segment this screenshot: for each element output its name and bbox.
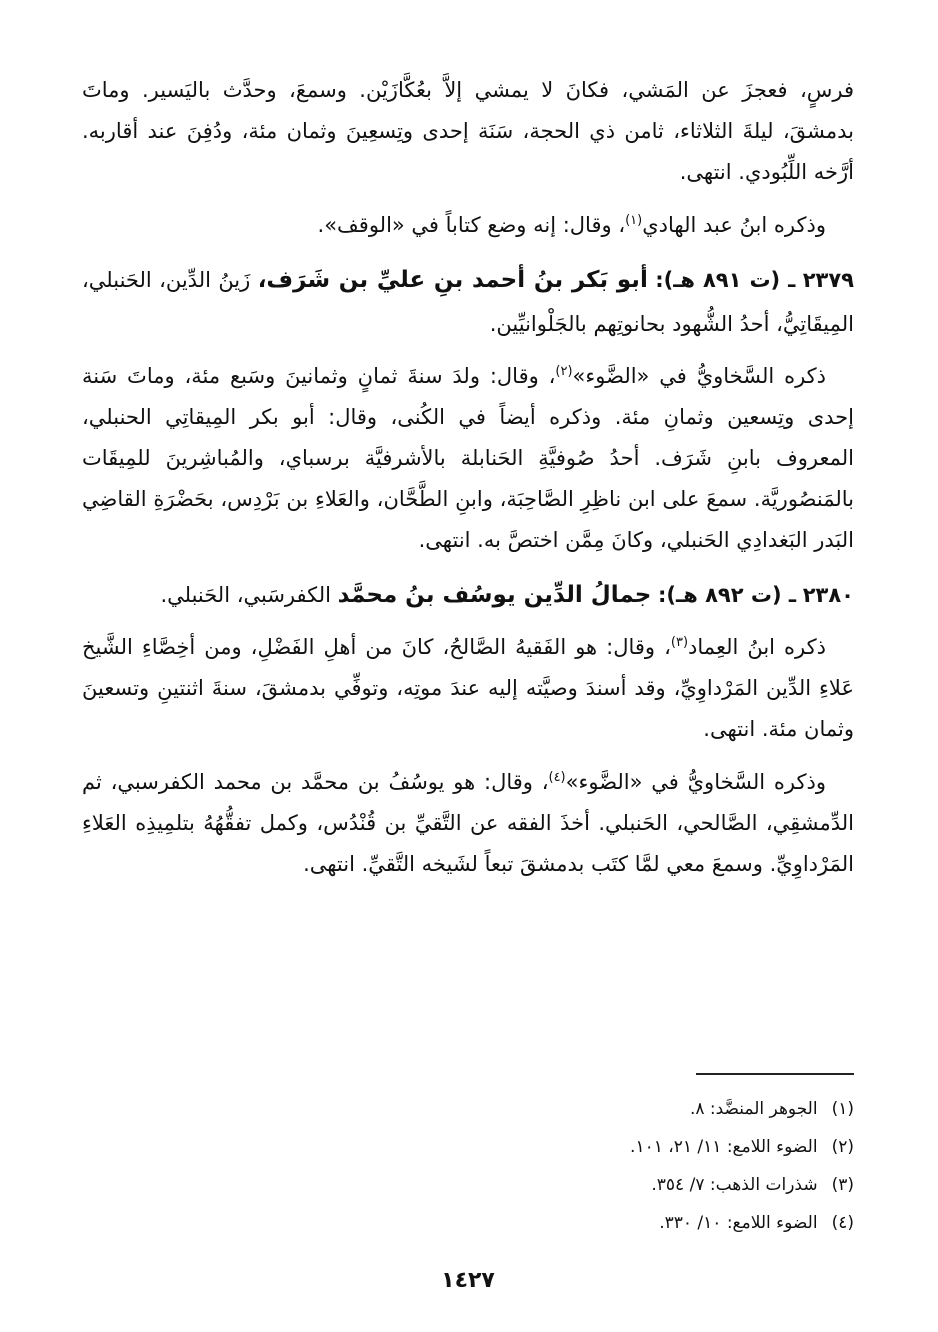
footnote-number: (٣) [831, 1175, 854, 1195]
book-page [82, 70, 854, 1310]
paragraph-sakhawi-2379 [82, 356, 854, 561]
text-span: ذكره ابنُ العِماد [688, 635, 826, 659]
footnotes-list [82, 1090, 854, 1242]
entry-name: جمالُ الدِّين يوسُف بنُ محمَّد [337, 582, 652, 608]
entry-description: الكفرسَبي، الحَنبلي. [160, 583, 331, 607]
paragraph-ibn-abd-al-hadi [82, 205, 854, 246]
paragraph-continuation: فرسٍ، فعجزَ عن المَشي، فكانَ لا يمشي إلاَّ بعُكَّازَيْن. وسمعَ، وحدَّث باليَسير. وماتَ بدمشقَ، ليلةَ الثلاثاء، ثامن ذي الحجة، سَنَة إحدى وتِسعِينَ وثمان مئة، ودُفِنَ عند أقاربه. أرَّخه اللِّبُودي. انتهى. [82, 78, 854, 184]
entry-2380-heading [82, 573, 854, 617]
text-span: وذكره السَّخاويُّ في «الضَّوء» [565, 770, 826, 794]
text-span: وذكره ابنُ عبد الهادي [642, 213, 826, 237]
paragraph-ibn-al-imad [82, 627, 854, 750]
footnote-item [82, 1090, 854, 1128]
footnote-ref: (٤) [548, 770, 566, 785]
footnote-text: شذرات الذهب: ٧/ ٣٥٤. [651, 1175, 818, 1195]
footnote-number: (٤) [831, 1213, 854, 1233]
footnote-text: الضوء اللامع: ١٠/ ٣٣٠. [659, 1213, 818, 1233]
paragraph-sakhawi-2380 [82, 762, 854, 885]
footnote-text: الجوهر المنضَّد: ٨. [689, 1099, 818, 1119]
text-span: ، وقال: هو الفَقيهُ الصَّالحُ، كانَ من أهلِ الفَضْلِ، ومن أخِصَّاءِ الشَّيخ عَلاءِ الدِّين المَرْداوِيِّ، وقد أسندَ وصيَّته إليه عندَ موتِه، وتوفِّي بدمشقَ، سنةَ اثنتينِ وتسعينَ وثمان مئة. انتهى. [82, 635, 854, 741]
footnote-ref: (٢) [555, 364, 573, 379]
footnote-ref: (١) [625, 213, 643, 228]
text-span: ، وقال: إنه وضع كتاباً في «الوقف». [317, 213, 626, 237]
text-span: ، وقال: هو يوسُفُ بن محمَّد بن محمد الكفرسبي، ثم الدِّمشقِي، الصَّالحي، الحَنبلي. أخذَ الفقه عن التَّقيِّ بن قُنْدُس، وكمل تفقُّهُهُ بتلمِيذِه العَلاءِ المَرْداوِيِّ. وسمعَ معي لمَّا كتَب بدمشقَ تبعاً لشَيخه التَّقيِّ. انتهى. [82, 770, 854, 876]
text-span: ، وقال: ولدَ سنةَ ثمانٍ وثمانينَ وسَبع مئة، وماتَ سَنة إحدى وتِسعين وثمانِ مئة. وذكره أيضاً في الكُنى، وقال: أبو بكر المِيقاتِي الحنبلي، المعروف بابنِ شَرَف. أحدُ صُوفيَّةِ الحَنابلة بالأشرفيَّة برسباي، والمُباشِرينَ للمِيقَات بالمَنصُوريَّة. سمعَ على ابن ناظِرِ الصَّاحِبَة، وابنِ الطَّحَّان، والعَلاءِ بن بَرْدِس، بحَضْرَةِ القاضِي البَدر البَغدادِي الحَنبلي، وكانَ مِمَّن اختصَّ به. انتهى. [82, 364, 854, 552]
text-span: ذكره السَّخاويُّ في «الضَّوء» [572, 364, 827, 388]
footnote-divider [696, 1073, 854, 1075]
footnote-text: الضوء اللامع: ١١/ ٢١، ١٠١. [630, 1137, 818, 1157]
footnote-number: (٢) [831, 1137, 854, 1157]
entry-2379-heading [82, 258, 854, 346]
page-number: ١٤٢٧ [441, 1268, 495, 1293]
footnote-item [82, 1166, 854, 1204]
entry-date: ـ (ت ٨٩١ هـ): [655, 268, 796, 292]
footnote-number: (١) [831, 1099, 854, 1119]
footnote-item [82, 1128, 854, 1166]
footnote-ref: (٣) [670, 635, 689, 650]
footnote-item [82, 1204, 854, 1242]
entry-number: ٢٣٨٠ [802, 583, 854, 607]
entry-number: ٢٣٧٩ [802, 268, 855, 292]
entry-description: زَينُ الدِّين، الحَنبلي، المِيقَاتِيُّ، أحدُ الشُّهود بحانوتِهم بالجَلْوانيِّين. [82, 268, 854, 336]
entry-date: ـ (ت ٨٩٢ هـ): [658, 583, 797, 607]
entry-name: أبو بَكر بنُ أحمد بنِ عليِّ بن شَرَف، [257, 267, 648, 293]
